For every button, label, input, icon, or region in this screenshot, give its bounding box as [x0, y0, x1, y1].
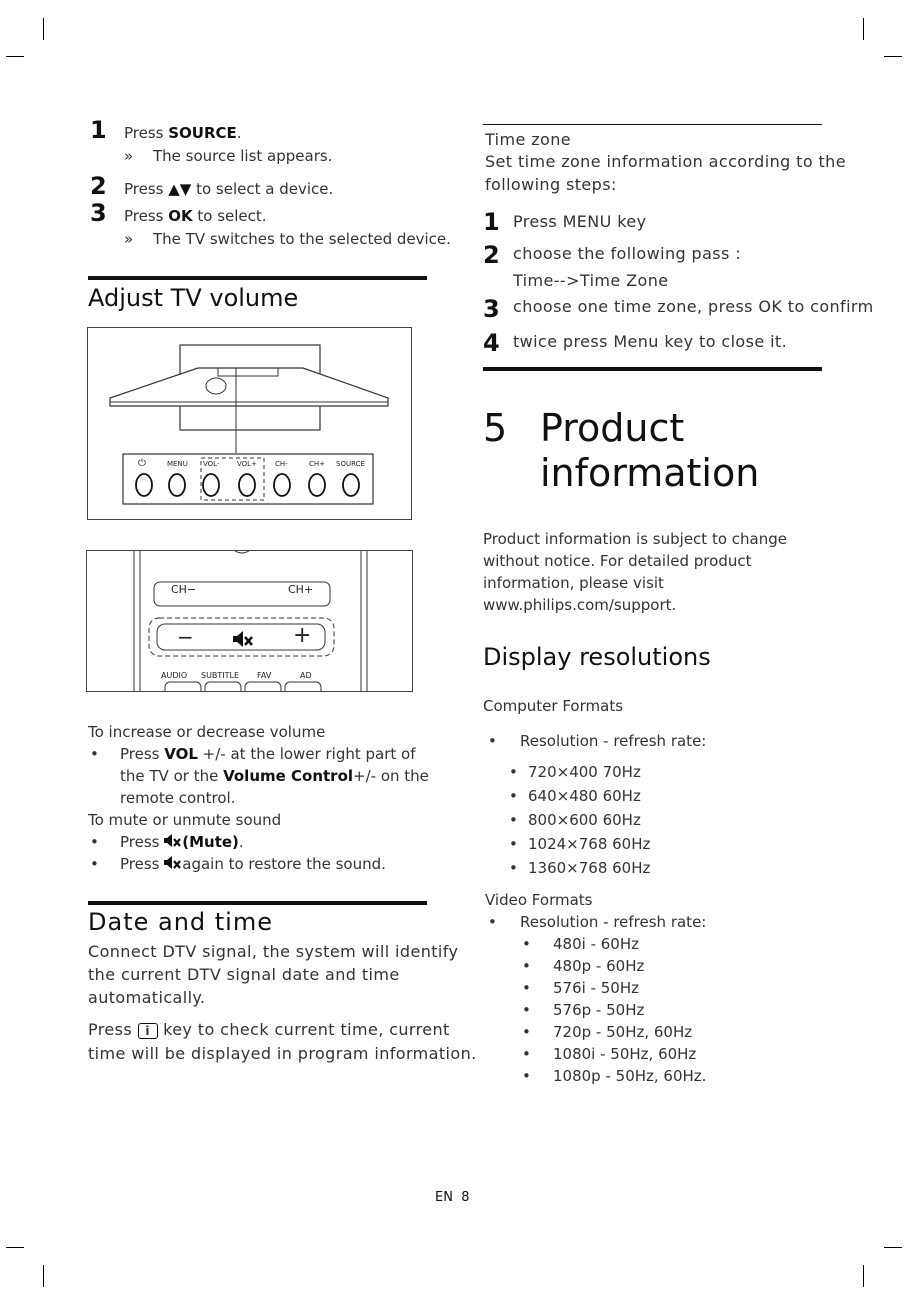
remote-ch-minus: CH− — [171, 583, 197, 596]
video-res-item: 1080p - 50Hz, 60Hz. — [553, 1067, 707, 1085]
bullet: • — [90, 745, 99, 763]
bullet: • — [522, 1001, 531, 1019]
crop-mark — [43, 18, 44, 40]
video-res-item: 480p - 60Hz — [553, 957, 645, 975]
section-rule — [88, 901, 427, 905]
tz-step-2b: Time-->Time Zone — [513, 271, 669, 290]
bullet: • — [488, 913, 497, 931]
crop-mark — [6, 1247, 24, 1248]
computer-res-item: 1360×768 60Hz — [528, 859, 651, 877]
step-pre: Press — [124, 207, 169, 225]
ok-key: OK — [168, 207, 193, 225]
chapter-number: 5 — [483, 406, 508, 450]
tz-intro-2: following steps: — [485, 175, 617, 194]
footer-lang: EN — [435, 1190, 453, 1205]
video-res-item: 576i - 50Hz — [553, 979, 639, 997]
step-post: . — [236, 124, 242, 142]
step-number: 4 — [483, 329, 500, 357]
step-number: 1 — [483, 208, 500, 236]
page-number: 8 — [461, 1190, 470, 1205]
step-text — [124, 124, 242, 142]
tz-title: Time zone — [485, 130, 572, 149]
arrow-keys: ▲▼ — [168, 180, 192, 198]
info-para-4[interactable]: www.philips.com/support. — [483, 596, 677, 614]
vol-bullet-1-line2 — [120, 767, 429, 785]
mute2-post: again to restore the sound. — [182, 855, 386, 873]
power-icon: ⏻ — [138, 458, 146, 469]
mute-icon — [164, 833, 182, 851]
computer-res-item: 720×400 70Hz — [528, 763, 641, 781]
tv-label-menu: MENU — [167, 460, 188, 468]
vol-intro: To increase or decrease volume — [88, 723, 326, 741]
tv-label-source: SOURCE — [336, 460, 365, 468]
video-formats: Video Formats — [485, 891, 593, 909]
step-number: 1 — [90, 116, 107, 144]
step-number: 2 — [483, 241, 500, 269]
step-number: 2 — [90, 172, 107, 200]
volume-heading: Adjust TV volume — [88, 284, 299, 312]
page-footer — [435, 1190, 470, 1205]
section-rule — [483, 124, 822, 125]
step-pre: Press — [124, 180, 169, 198]
mute2-pre: Press — [120, 855, 165, 873]
video-resolution-label: Resolution - refresh rate: — [520, 913, 707, 931]
computer-res-item: 800×600 60Hz — [528, 811, 641, 829]
vol-bullet-1-line3: remote control. — [120, 789, 236, 807]
chapter-title-1: Product — [540, 406, 685, 450]
bullet: • — [509, 835, 518, 853]
display-heading: Display resolutions — [483, 643, 711, 671]
info-para-1: Product information is subject to change — [483, 530, 787, 548]
mute-bullet-2 — [120, 855, 386, 873]
step-text — [124, 207, 267, 225]
remote-ad: AD — [300, 671, 312, 680]
step-number: 3 — [90, 199, 107, 227]
volume-control-key: Volume Control — [223, 767, 354, 785]
date-heading: Date and time — [88, 908, 273, 936]
source-key: SOURCE — [168, 124, 237, 142]
bullet: • — [522, 1023, 531, 1041]
video-res-item: 480i - 60Hz — [553, 935, 639, 953]
mute-glyph — [164, 856, 182, 869]
remote-illustration — [86, 550, 413, 692]
mute-post: . — [238, 833, 244, 851]
step-post: to select a device. — [191, 180, 334, 198]
crop-mark — [884, 56, 902, 57]
vol-line2-pre: the TV or the — [120, 767, 224, 785]
bullet: • — [509, 811, 518, 829]
info-para-2: without notice. For detailed product — [483, 552, 752, 570]
bullet: • — [90, 855, 99, 873]
computer-formats: Computer Formats — [483, 697, 624, 715]
bullet: • — [509, 763, 518, 781]
press-info-line — [88, 1020, 450, 1039]
crop-mark — [863, 1265, 864, 1287]
vol-key: VOL — [164, 745, 198, 763]
bullet: • — [488, 732, 497, 750]
mute-pre: Press — [120, 833, 165, 851]
remote-drawing — [87, 551, 413, 692]
bullet: • — [90, 833, 99, 851]
tz-step-2: choose the following pass : — [513, 244, 742, 263]
vol-mid: +/- at the lower right part of — [197, 745, 416, 763]
bullet: • — [522, 935, 531, 953]
bullet: • — [509, 787, 518, 805]
chapter-title-2: information — [540, 451, 760, 495]
remote-plus: + — [293, 623, 312, 648]
date-para-2: the current DTV signal date and time — [88, 965, 400, 984]
mute-icon — [233, 631, 255, 651]
crop-mark — [884, 1247, 902, 1248]
mute-label: (Mute) — [182, 833, 239, 851]
remote-ch-plus: CH+ — [288, 583, 314, 596]
tv-label-vol-minus: VOL- — [203, 460, 220, 468]
mute-intro: To mute or unmute sound — [88, 811, 282, 829]
tz-step-4: twice press Menu key to close it. — [513, 332, 788, 351]
video-res-item: 1080i - 50Hz, 60Hz — [553, 1045, 697, 1063]
crop-mark — [6, 56, 24, 57]
vol-bullet-1 — [120, 745, 415, 763]
crop-mark — [43, 1265, 44, 1287]
mute-glyph — [233, 631, 255, 647]
tz-step-3: choose one time zone, press OK to confirm — [513, 297, 874, 316]
bullet: • — [522, 1067, 531, 1085]
mute-glyph — [164, 834, 182, 847]
vol-line2-post: +/- on the — [353, 767, 429, 785]
date-para-1: Connect DTV signal, the system will identify — [88, 942, 459, 961]
tv-button-labels — [122, 459, 374, 473]
bullet: • — [522, 957, 531, 975]
crop-mark — [863, 18, 864, 40]
step-result: The source list appears. — [153, 147, 333, 165]
tz-step-1: Press MENU key — [513, 212, 647, 231]
step-result-marker: » — [124, 147, 134, 165]
step-result-marker: » — [124, 230, 134, 248]
remote-minus: − — [177, 625, 194, 649]
tv-label-vol-plus: VOL+ — [237, 460, 257, 468]
video-res-item: 576p - 50Hz — [553, 1001, 645, 1019]
computer-res-item: 1024×768 60Hz — [528, 835, 651, 853]
info-para-3: information, please visit — [483, 574, 664, 592]
step-result: The TV switches to the selected device. — [153, 230, 451, 248]
step-text — [124, 180, 333, 198]
step-pre: Press — [124, 124, 169, 142]
bullet: • — [522, 1045, 531, 1063]
vol-pre: Press — [120, 745, 165, 763]
remote-fav: FAV — [257, 671, 272, 680]
video-res-item: 720p - 50Hz, 60Hz — [553, 1023, 693, 1041]
tv-label-ch-minus: CH- — [275, 460, 288, 468]
step-post: to select. — [192, 207, 267, 225]
step-number: 3 — [483, 295, 500, 323]
info-key: i — [145, 1024, 150, 1038]
bullet: • — [522, 979, 531, 997]
remote-audio: AUDIO — [161, 671, 188, 680]
press-info-line2: time will be displayed in program information. — [88, 1044, 477, 1063]
computer-res-item: 640×480 60Hz — [528, 787, 641, 805]
press-pre: Press — [88, 1020, 138, 1039]
mute-icon — [164, 855, 182, 873]
section-rule — [483, 367, 822, 371]
info-key-icon — [138, 1023, 158, 1039]
tv-button-ovals — [122, 472, 374, 498]
computer-resolution-label: Resolution - refresh rate: — [520, 732, 707, 750]
section-rule — [88, 276, 427, 280]
remote-subtitle: SUBTITLE — [201, 671, 240, 680]
mute-bullet-1 — [120, 833, 244, 851]
tv-label-ch-plus: CH+ — [309, 460, 326, 468]
tv-buttons — [122, 472, 374, 498]
bullet: • — [509, 859, 518, 877]
date-para-3: automatically. — [88, 988, 206, 1007]
tz-intro-1: Set time zone information according to the — [485, 152, 846, 171]
press-post: key to check current time, current — [157, 1020, 450, 1039]
